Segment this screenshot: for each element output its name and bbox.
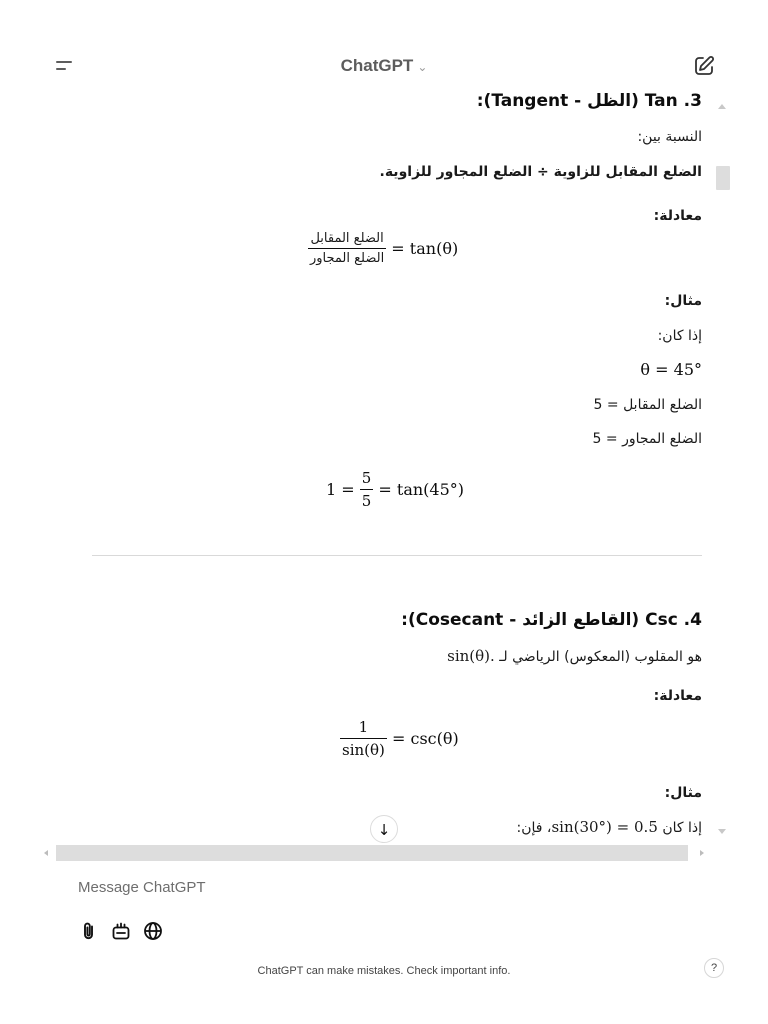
example-label: مثال:	[664, 293, 702, 309]
csc-description	[447, 647, 702, 665]
message-input[interactable]	[78, 874, 638, 900]
description-text: هو المقلوب (المعكوس) الرياضي لـ	[499, 649, 702, 665]
horizontal-scrollbar-thumb[interactable]	[56, 845, 688, 861]
ratio-intro: النسبة بين:	[637, 129, 702, 145]
section-3-heading: 3. Tan (الظل - Tangent):	[476, 91, 702, 111]
model-selector[interactable]	[0, 56, 768, 76]
tan-lhs: tan(θ) =	[391, 239, 459, 258]
if-text: إذا كان	[662, 820, 702, 836]
scroll-left-arrow[interactable]	[44, 850, 48, 856]
arrow-down-icon: ↓	[377, 821, 391, 839]
csc-fraction	[340, 718, 387, 759]
result-fraction	[360, 469, 374, 510]
equation-label: معادلة:	[653, 208, 702, 224]
globe-icon[interactable]	[142, 920, 164, 942]
edit-icon[interactable]	[692, 54, 716, 78]
scroll-right-arrow[interactable]	[700, 850, 704, 856]
top-bar	[0, 44, 768, 88]
adjacent-value: الضلع المجاور = 5	[592, 431, 702, 447]
result-rhs-value: 1 =	[326, 480, 355, 499]
list-item	[640, 360, 702, 379]
section-divider	[92, 555, 702, 556]
list-item	[594, 397, 702, 413]
fraction-denominator: الضلع المجاور	[310, 251, 385, 266]
chevron-down-icon: ⌄	[417, 60, 428, 74]
model-title: ChatGPT	[340, 56, 414, 75]
description-math: sin(θ).	[447, 647, 495, 665]
scroll-up-arrow[interactable]	[718, 104, 726, 109]
if-tail: ، فإن:	[516, 820, 552, 836]
composer	[56, 866, 712, 956]
paperclip-icon[interactable]	[78, 920, 100, 942]
scroll-down-arrow[interactable]	[718, 829, 726, 834]
list-item	[593, 431, 702, 447]
scroll-to-bottom-button[interactable]	[370, 815, 398, 843]
fraction-numerator: الضلع المقابل	[308, 231, 386, 249]
assistant-message	[56, 88, 702, 840]
if-math: sin(30°) = 0.5	[551, 818, 658, 836]
vertical-scrollbar-thumb[interactable]	[716, 166, 730, 190]
fraction-denominator: sin(θ)	[342, 741, 385, 759]
fraction-denominator: 5	[361, 492, 372, 510]
tan-equation	[308, 231, 458, 266]
disclaimer: ChatGPT can make mistakes. Check important info.	[257, 965, 511, 977]
fraction-numerator: 1	[340, 718, 387, 739]
if-label: إذا كان:	[657, 328, 702, 344]
csc-lhs: csc(θ) =	[391, 729, 459, 748]
tan-45-result	[326, 469, 464, 510]
help-button[interactable]: ?	[704, 958, 724, 978]
theta-value: θ = 45°	[640, 360, 702, 379]
section-4-heading: 4. Csc (القاطع الزائد - Cosecant):	[401, 610, 702, 630]
opposite-value: الضلع المقابل = 5	[593, 397, 702, 413]
example-label: مثال:	[664, 785, 702, 801]
equation-label: معادلة:	[653, 688, 702, 704]
ratio-text: الضلع المقابل للزاوية ÷ الضلع المجاور للزاوية.	[379, 164, 702, 180]
result-lhs: = tan(45°)	[378, 480, 465, 499]
tools-icon[interactable]	[110, 920, 132, 942]
csc-equation	[340, 718, 459, 759]
csc-if-line	[517, 818, 702, 836]
fraction-numerator: 5	[360, 469, 374, 490]
tan-fraction	[308, 231, 386, 266]
horizontal-scrollbar[interactable]	[40, 845, 712, 861]
